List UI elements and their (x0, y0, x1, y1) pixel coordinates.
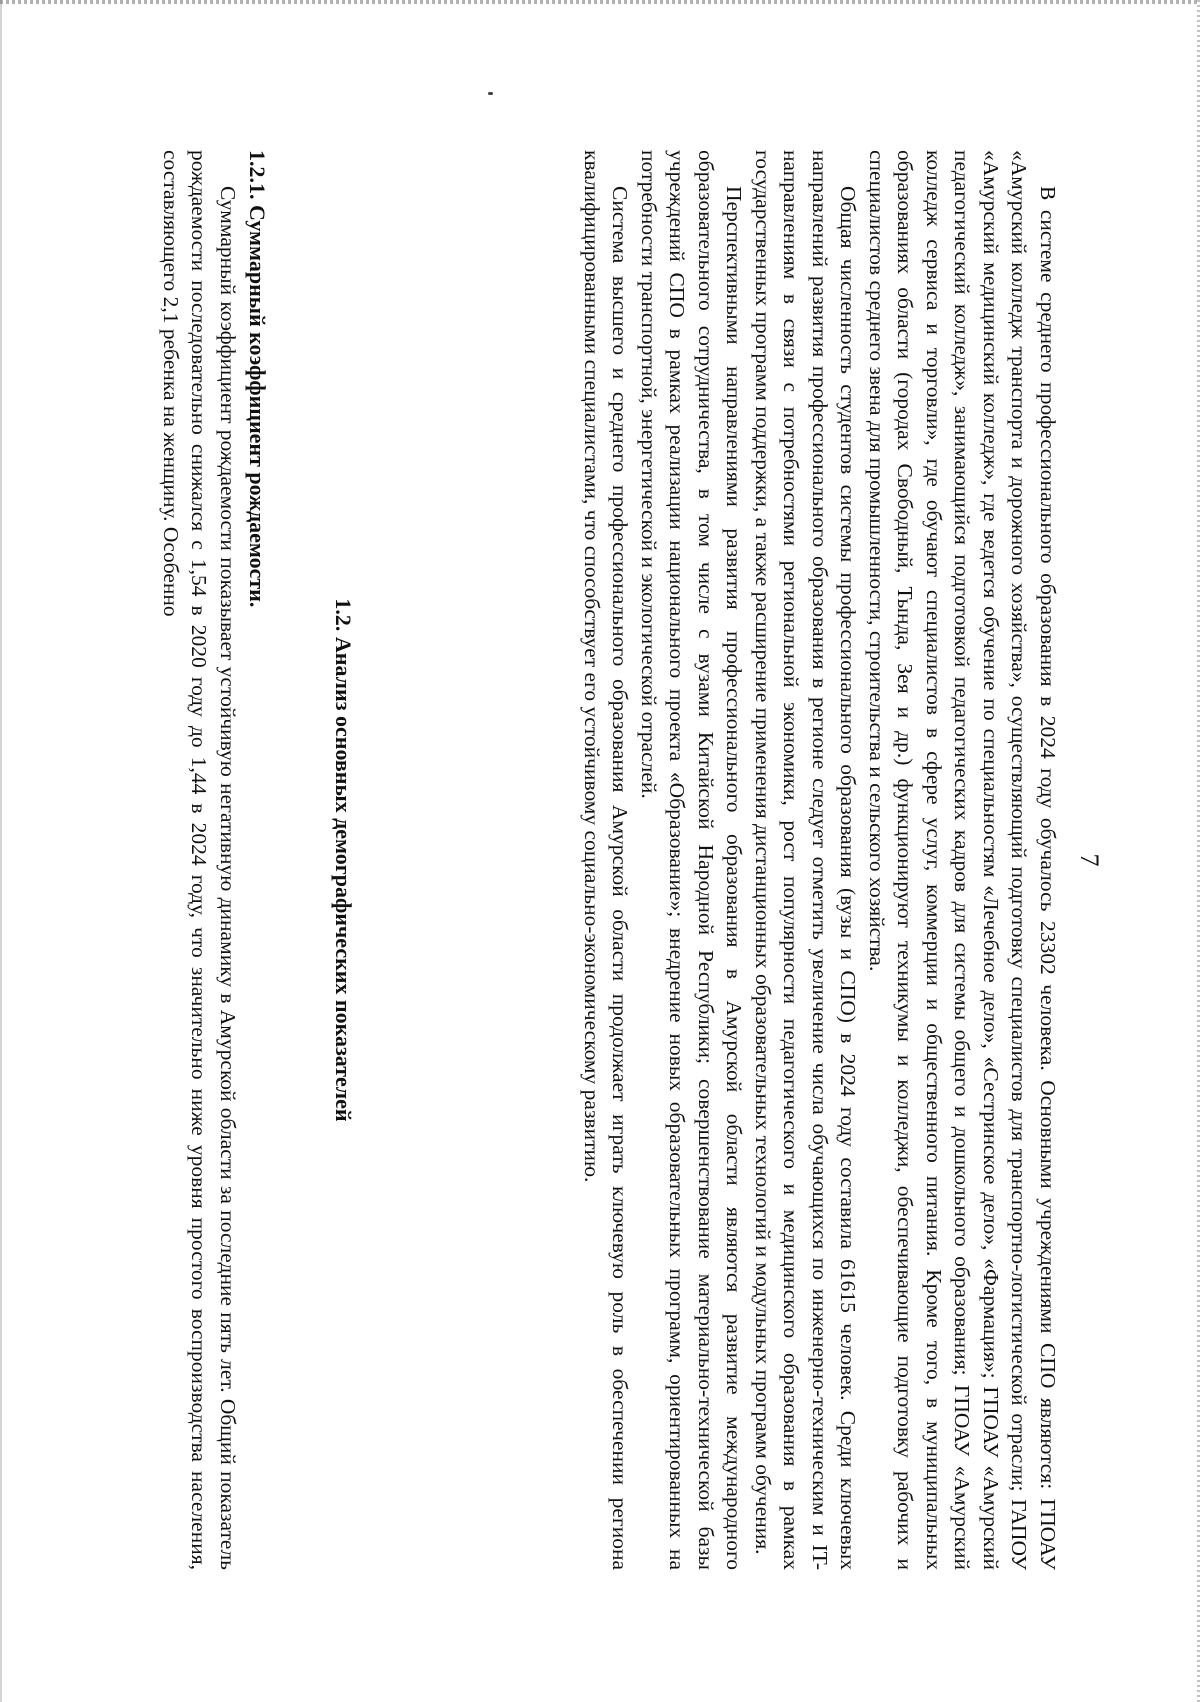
paragraph-student-count: Общая численность студентов системы профессионального образования (вузы и СПО) в 2024 году составила 61615 человек. Среди ключевых направлений развития профессионального образования в регионе следует отметить увеличение числа обучающихся по инженерно-техническим и IT-направлениям в связи с потребностями региональной экономики, рост популярности педагогического и медицинского образования в рамках государственных программ поддержки, а также расширение применения дистанционных образовательных технологий и модульных программ обучения. (751, 150, 861, 1570)
bottom-text-block (157, 150, 243, 1570)
scan-edge-left (0, 0, 2, 1702)
paragraph-spo-institutions: В системе среднего профессионального образования в 2024 году обучалось 23302 человека. Основными учреждениями СПО являются: ГПОАУ «Амурский колледж транспорта и дорожного хозяйства», осуществляющий подготовку специалистов для транспортно-логистической отрасли; ГАПОУ «Амурский медицинский колледж», где ведется обучение по специальностям «Лечебное дело», «Сестринское дело», «Фармация»; ГПОАУ «Амурский педагогический колледж», занимающийся подготовкой педагогических кадров для системы общего и дошкольного образования; ГПОАУ «Амурский колледж сервиса и торговли», где обучают специалистов в сфере услуг, коммерции и общественного питания. Кроме того, в муниципальных образованиях области (городах Свободный, Тында, Зея и др.) функционируют техникумы и колледжи, обеспечивающие подготовку рабочих и специалистов среднего звена для промышленности, строительства и сельского хозяйства. (865, 150, 1060, 1570)
rotated-document-page (120, 150, 1104, 1570)
page-number: 7 (1075, 853, 1104, 867)
subsection-heading: 1.2.1. Суммарный коэффициент рождаемости. (245, 150, 270, 608)
paragraph-fertility: Суммарный коэффициент рождаемости показывает устойчивую негативную динамику в Амурской области за последние пять лет. Общий показатель рождаемости последовательно снижался с 1,54 в 2020 году до 1,44 в 2024 году, что значительно ниже уровня простого воспроизводства населения, составляющего 2,1 ребенка на женщину. Особенно (159, 150, 240, 1570)
scan-speck (488, 92, 493, 95)
section-heading: 1.2. Анализ основных демографических показателей (331, 598, 356, 1122)
paragraph-system-role: Система высшего и среднего профессионального образования Амурской области продолжает играть ключевую роль в обеспечении региона квалифицированными специалистами, что способствует его устойчивому социально-экономическому развитию. (580, 150, 633, 1570)
scan-edge-top (0, 0, 1200, 4)
main-text-block (578, 150, 1063, 1570)
paragraph-perspectives: Перспективными направлениями развития профессионального образования в Амурской области являются развитие международного образовательного сотрудничества, в том числе с вузами Китайской Народной Республики; совершенствование материально-технической базы учреждений СПО в рамках реализации национального проекта «Образование»; внедрение новых образовательных программ, ориентированных на потребности транспортной, энергетической и экологической отраслей. (637, 150, 747, 1570)
